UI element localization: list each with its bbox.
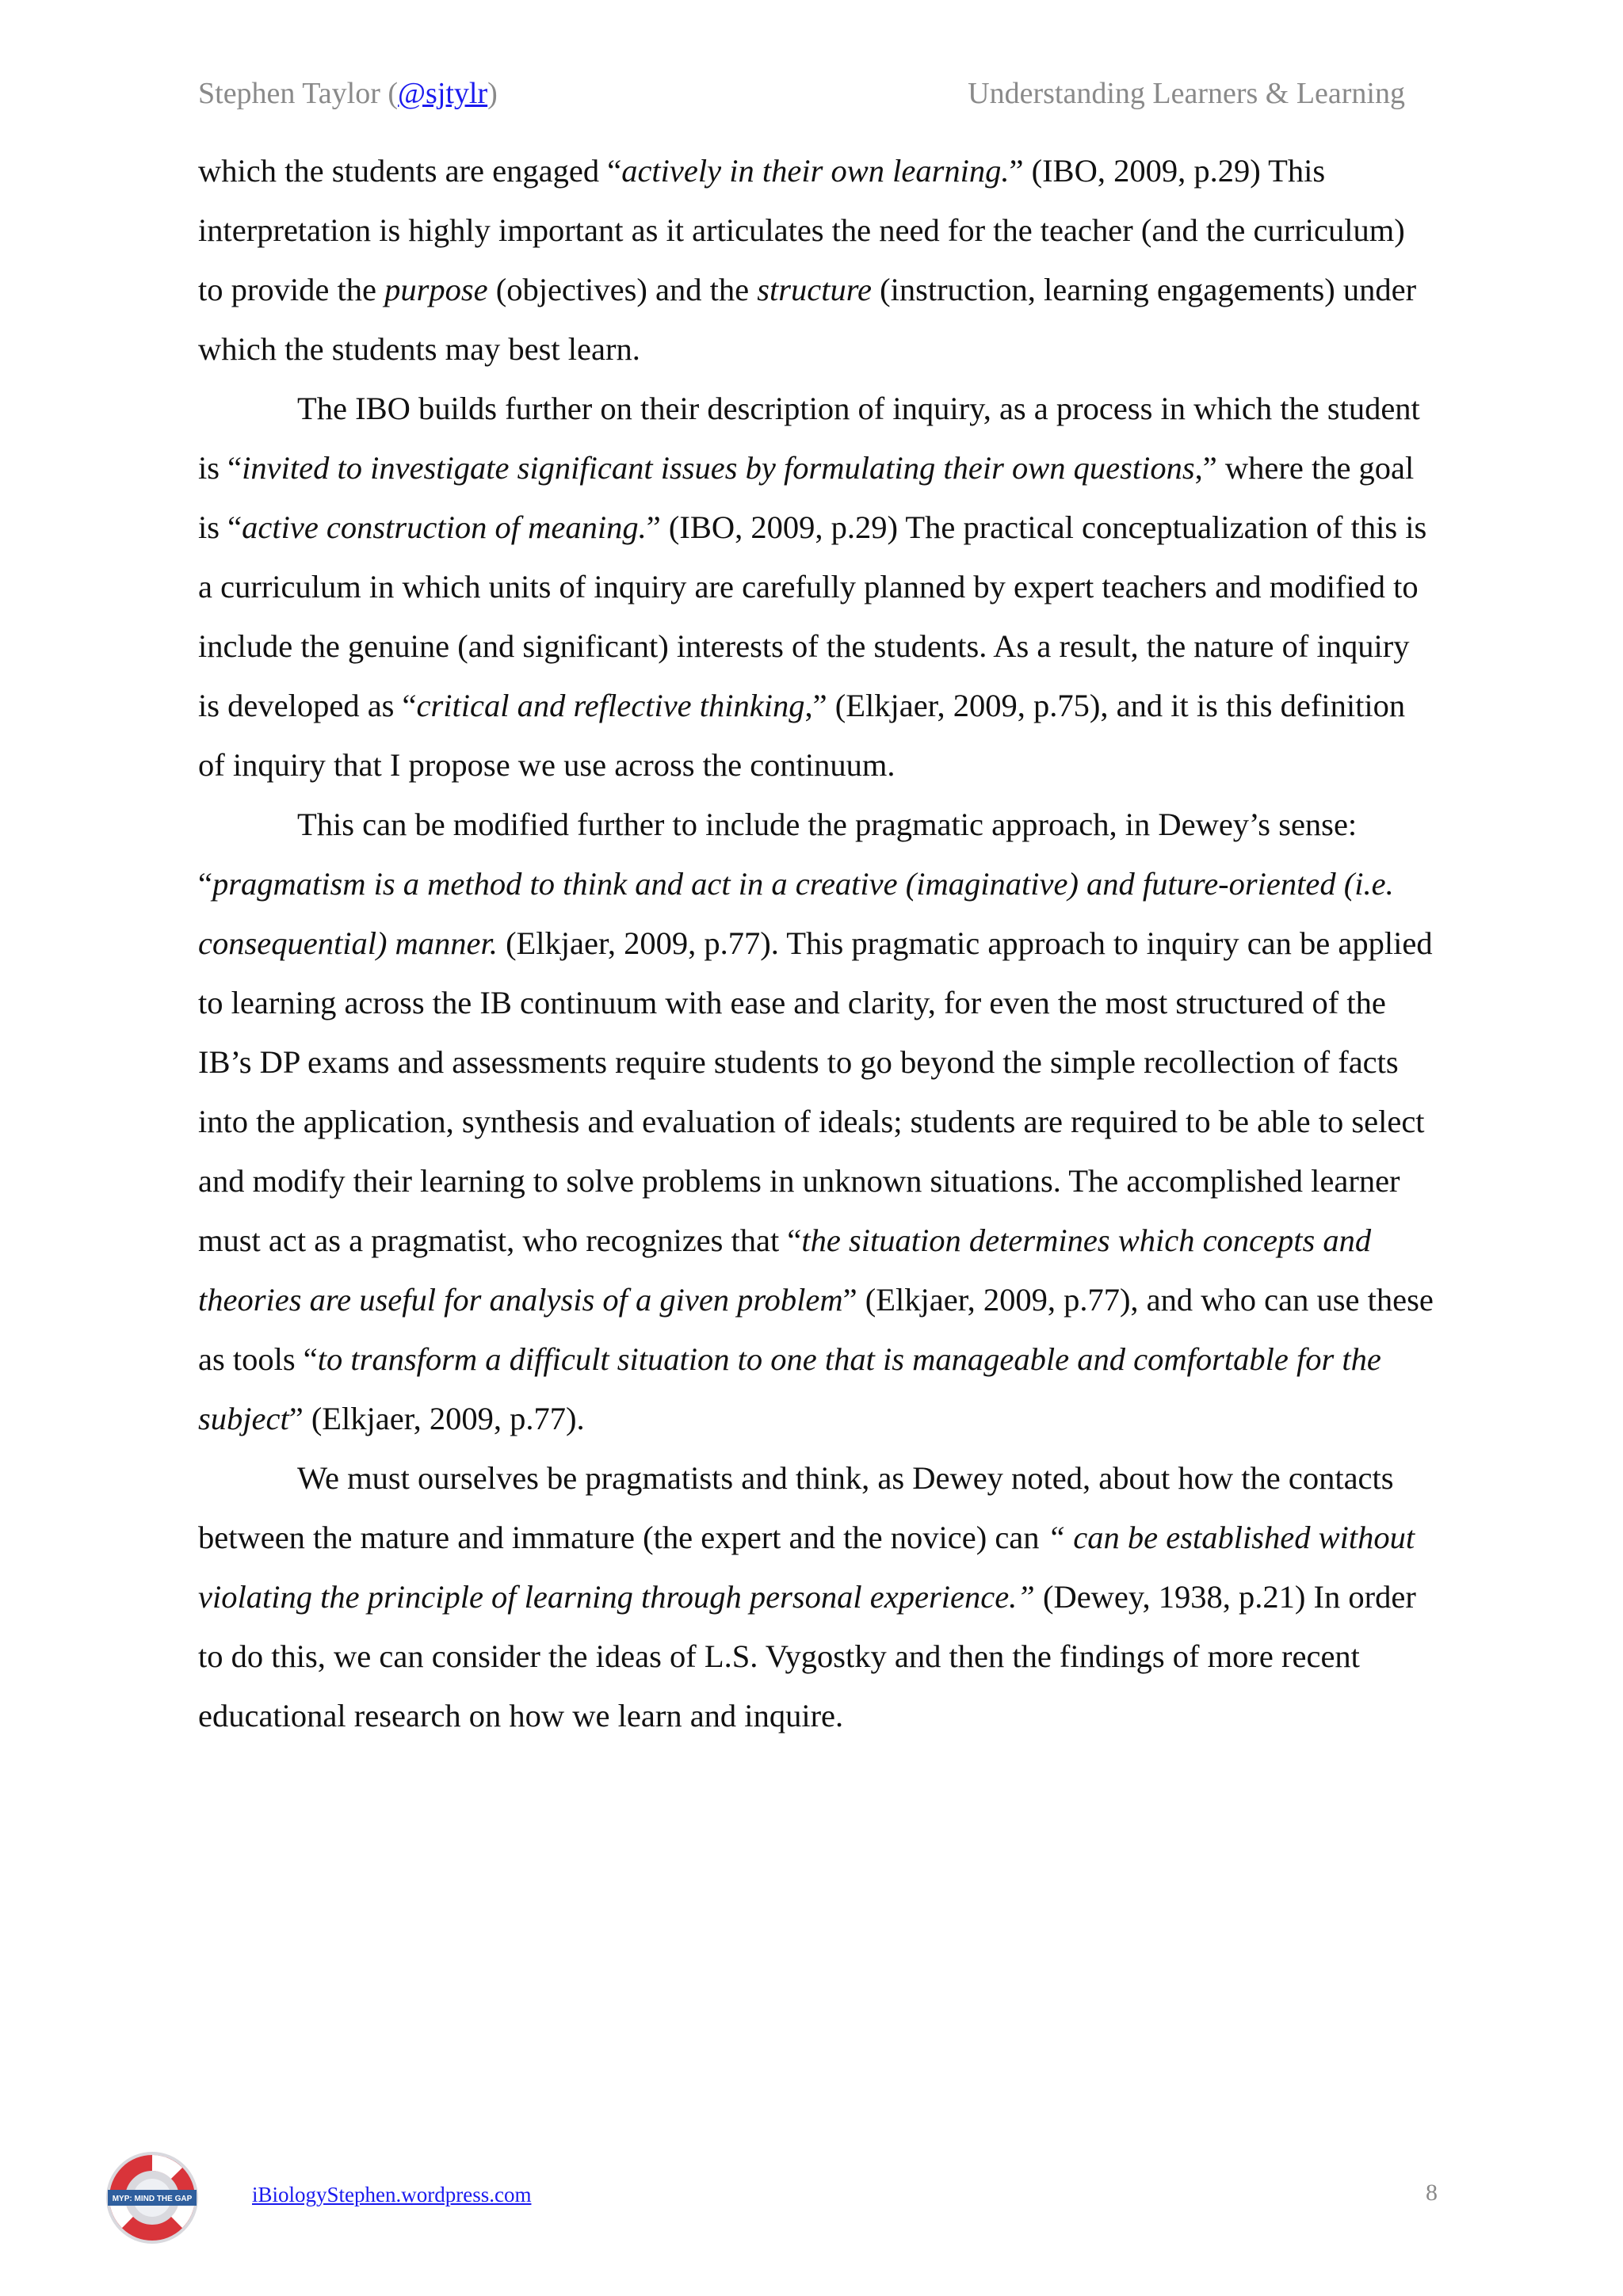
page-header	[198, 76, 1405, 114]
emphasis: structure	[757, 272, 872, 307]
logo-text: MYP: MIND THE GAP	[112, 2195, 193, 2203]
quote: the situation determines which concepts and theories are useful for analysis of a given problem	[198, 1222, 1372, 1318]
quote: critical and reflective thinking	[416, 688, 805, 723]
twitter-handle-link[interactable]: @sjtylr	[398, 77, 488, 110]
quote: actively in their own learning.	[621, 153, 1010, 189]
page-number: 8	[1426, 2180, 1438, 2206]
quote: active construction of meaning.	[242, 509, 647, 545]
blog-link[interactable]: iBiologyStephen.wordpress.com	[252, 2183, 532, 2206]
paragraph: The IBO builds further on their description of inquiry, as a process in which the student is “invited to investigate significant issues by formulating their own questions,” where the goal is “active construction of meaning.” (IBO, 2009, p.29) The practical conceptualization of this is a curriculum in which units of inquiry are carefully planned by expert teachers and modified to include the genuine (and significant) interests of the students. As a result, the nature of inquiry is developed as “critical and reflective thinking,” (Elkjaer, 2009, p.75), and it is this definition of inquiry that I propose we use across the continuum.	[198, 391, 1427, 783]
header-author: Stephen Taylor (@sjtylr)	[198, 77, 498, 110]
myp-mind-the-gap-logo	[103, 2149, 201, 2247]
paragraph: which the students are engaged “actively in their own learning.” (IBO, 2009, p.29) This interpretation is highly important as it articulates the need for the teacher (and the curriculum) to provide the purpose (objectives) and the structure (instruction, learning engagements) under which the students may best learn.	[198, 153, 1417, 367]
quote: pragmatism is a method to think and act in a creative (imaginative) and future-oriented (i.e. consequential) manner.	[198, 866, 1394, 961]
emphasis: purpose	[384, 272, 488, 307]
paragraph: We must ourselves be pragmatists and think, as Dewey noted, about how the contacts between the mature and immature (the expert and the novice) can “ can be established without violating the principle of learning through personal experience.” (Dewey, 1938, p.21) In order to do this, we can consider the ideas of L.S. Vygostky and then the findings of more recent educational research on how we learn and inquire.	[198, 1460, 1416, 1733]
quote: “ can be established without violating the principle of learning through personal experience.”	[198, 1520, 1415, 1615]
body-text	[198, 141, 1434, 1745]
quote: to transform a difficult situation to one that is manageable and comfortable for the subject	[198, 1341, 1381, 1436]
paragraph: This can be modified further to include the pragmatic approach, in Dewey’s sense: “pragmatism is a method to think and act in a creative (imaginative) and future-oriented (i.e. consequential) manner. (Elkjaer, 2009, p.77). This pragmatic approach to inquiry can be applied to learning across the IB continuum with ease and clarity, for even the most structured of the IB’s DP exams and assessments require students to go beyond the simple recollection of facts into the application, synthesis and evaluation of ideals; students are required to be able to select and modify their learning to solve problems in unknown situations. The accomplished learner must act as a pragmatist, who recognizes that “the situation determines which concepts and theories are useful for analysis of a given problem” (Elkjaer, 2009, p.77), and who can use these as tools “to transform a difficult situation to one that is manageable and comfortable for the subject” (Elkjaer, 2009, p.77).	[198, 807, 1434, 1436]
quote: invited to investigate significant issues by formulating their own questions	[242, 450, 1195, 486]
header-document-title: Understanding Learners & Learning	[968, 77, 1405, 110]
